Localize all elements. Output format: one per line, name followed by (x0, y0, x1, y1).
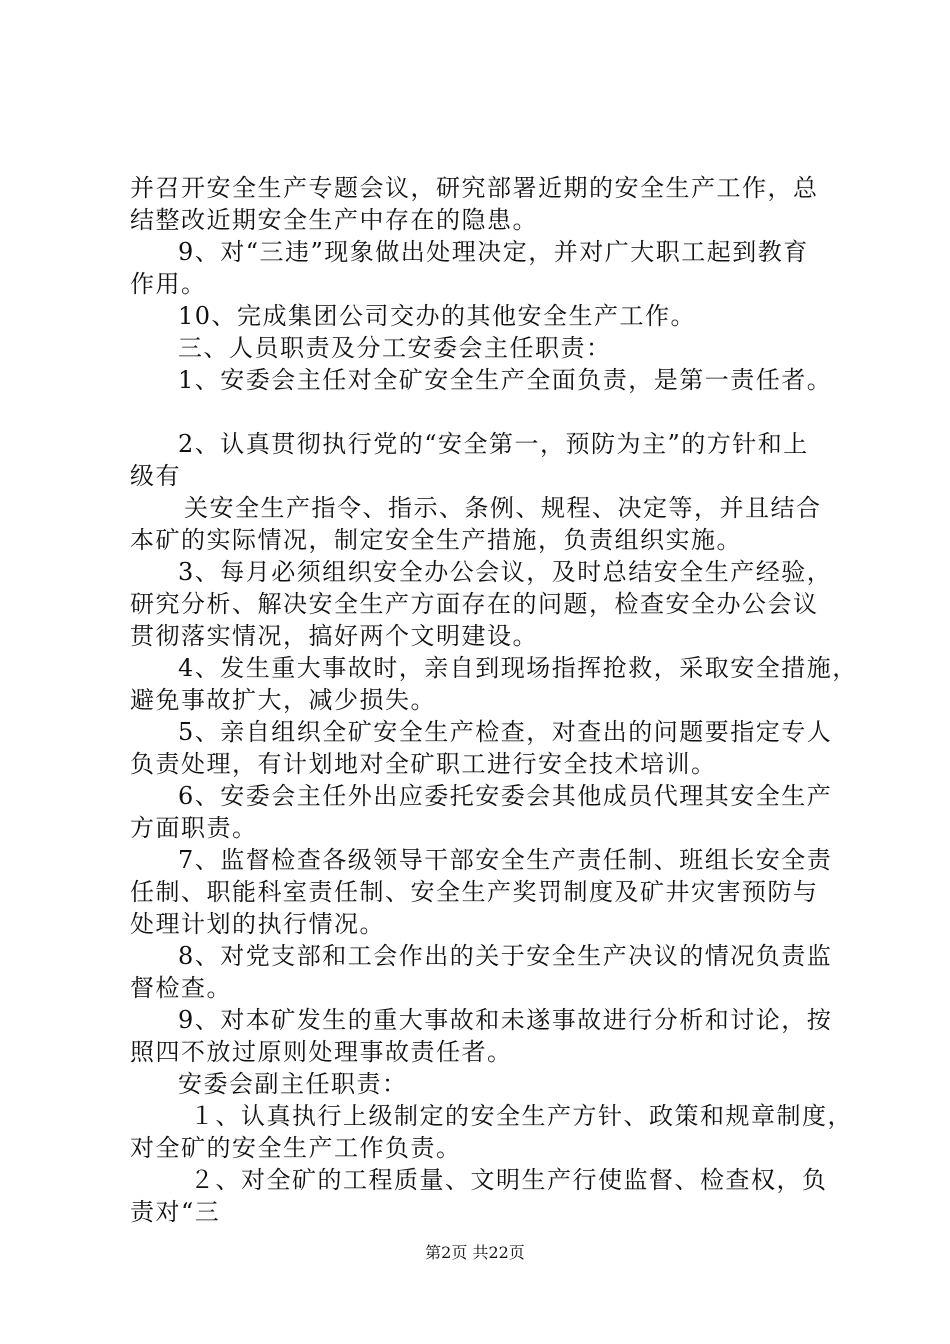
text-line: 结整改近期安全生产中存在的隐患。 (130, 206, 538, 234)
text-line: 照四不放过原则处理事故责任者。 (130, 1038, 513, 1066)
text-line: 1、安委会主任对全矿安全生产全面负责，是第一责任者。 (178, 366, 833, 394)
blank-line (130, 396, 830, 428)
text-line: 对全矿的安全生产工作负责。 (130, 1134, 462, 1162)
text-line: 5、亲自组织全矿安全生产检查，对查出的问题要指定专人 (178, 718, 833, 746)
text-line: 10、完成集团公司交办的其他安全生产工作。 (178, 302, 697, 330)
text-line: １、认真执行上级制定的安全生产方针、政策和规章制度， (190, 1102, 853, 1130)
text-line: 2、认真贯彻执行党的“安全第一，预防为主”的方针和上 (178, 430, 809, 458)
text-line: 8、对党支部和工会作出的关于安全生产决议的情况负责监 (178, 942, 833, 970)
text-line: 级有 (130, 462, 181, 490)
text-line: 督检查。 (130, 974, 232, 1002)
text-line: ２、对全矿的工程质量、文明生产行使监督、检查权，负 (190, 1166, 828, 1194)
page-footer: 第2页 共22页 (425, 1243, 525, 1262)
text-line: 贯彻落实情况，搞好两个文明建设。 (130, 622, 538, 650)
text-line: 作用。 (130, 270, 207, 298)
text-line: 9、对本矿发生的重大事故和未遂事故进行分析和讨论，按 (178, 1006, 833, 1034)
text-line: 处理计划的执行情况。 (130, 910, 385, 938)
text-line: 安委会副主任职责： (178, 1070, 408, 1098)
text-line: 责对“三 (130, 1198, 221, 1226)
text-line: 7、监督检查各级领导干部安全生产责任制、班组长安全责 (178, 846, 833, 874)
text-line: 关安全生产指令、指示、条例、规程、决定等，并且结合 (184, 494, 822, 522)
text-line: 并召开安全生产专题会议，研究部署近期的安全生产工作，总 (130, 174, 819, 202)
text-line: 4、发生重大事故时，亲自到现场指挥抢救，采取安全措施， (178, 654, 858, 682)
text-line: 三、人员职责及分工安委会主任职责： (178, 334, 612, 362)
text-line: 6、安委会主任外出应委托安委会其他成员代理其安全生产 (178, 782, 833, 810)
document-body (130, 172, 858, 1228)
text-line: 方面职责。 (130, 814, 258, 842)
text-line: 3、每月必须组织安全办公会议，及时总结安全生产经验， (178, 558, 833, 586)
text-line: 避免事故扩大，减少损失。 (130, 686, 436, 714)
text-line: 9、对“三违”现象做出处理决定，并对广大职工起到教育 (178, 238, 809, 266)
text-line: 研究分析、解决安全生产方面存在的问题，检查安全办公会议 (130, 590, 819, 618)
text-line: 任制、职能科室责任制、安全生产奖罚制度及矿井灾害预防与 (130, 878, 819, 906)
text-line: 负责处理，有计划地对全矿职工进行安全技术培训。 (130, 750, 717, 778)
text-line: 本矿的实际情况，制定安全生产措施，负责组织实施。 (130, 526, 742, 554)
